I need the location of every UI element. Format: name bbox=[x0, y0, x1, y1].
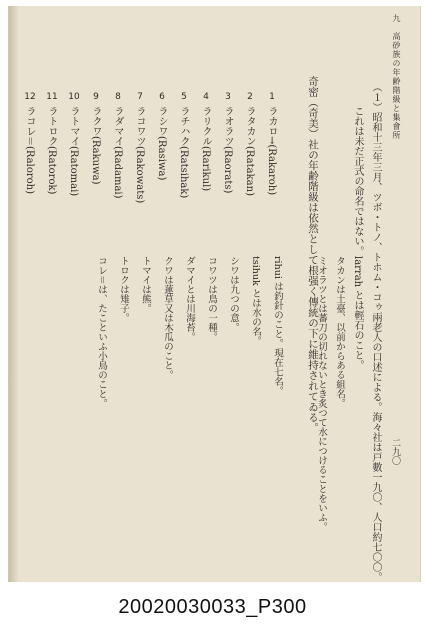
page-spine-shadow bbox=[9, 6, 19, 582]
footnote-line-2: これは未だ正式の命名ではない。larrah とは輕石のこと。 bbox=[352, 106, 363, 371]
page-number: 二九〇 bbox=[390, 438, 400, 465]
list-item bbox=[220, 92, 236, 193]
image-caption: 20020030033_P300 bbox=[118, 596, 307, 618]
item-word: ラチハク(Ratsihak) bbox=[178, 106, 189, 199]
gloss-note: tsihuk とは水の名。 bbox=[250, 256, 261, 346]
gloss-note: ミオラツとは蕃刀の切れないとき炙つて水につけることをいふ。 bbox=[316, 256, 327, 532]
footnote-line-1: （１）昭和十三年三月、ツボ・トノ、トホム・コゥ兩老人の口述による。海々社は戸數一九〇、人口約七〇〇。 bbox=[370, 82, 381, 582]
running-header: 九 高砂族の年齢階級と集會所 bbox=[392, 14, 401, 140]
list-item bbox=[242, 92, 258, 196]
list-item bbox=[44, 92, 60, 194]
book-page bbox=[8, 6, 421, 582]
item-number: 4 bbox=[203, 92, 209, 102]
item-number: 1 bbox=[269, 92, 275, 102]
list-item bbox=[176, 92, 192, 198]
gloss-note: コレ＝は、たこといふ小鳥のこと。 bbox=[96, 256, 107, 409]
item-word: ラトマイ(Ratomai) bbox=[68, 106, 79, 197]
item-number: 2 bbox=[247, 92, 253, 102]
item-number: 11 bbox=[46, 92, 58, 102]
item-number: 5 bbox=[181, 92, 187, 102]
gloss-note: トロクは雉子。 bbox=[118, 256, 129, 323]
list-item bbox=[154, 92, 170, 180]
gloss-note: ダマイとは川海苔。 bbox=[184, 256, 195, 342]
paragraph-line-1: 奇密（奇美）社の年齢階級は依然として根强く傳統の下に維持されてゐる。 bbox=[307, 76, 319, 433]
gloss-note: タカンは土臺、以前からある組名。 bbox=[334, 256, 345, 408]
list-item bbox=[22, 92, 38, 194]
item-number: 9 bbox=[93, 92, 99, 102]
item-word: ラコレ＝(Raloroh) bbox=[24, 106, 35, 194]
item-number: 8 bbox=[115, 92, 121, 102]
gloss-note: クワは蓮草又は木瓜のこと。 bbox=[162, 256, 173, 380]
list-item bbox=[132, 92, 148, 203]
item-word: ラシワ(Rasiwa) bbox=[156, 106, 167, 181]
item-number: 7 bbox=[137, 92, 143, 102]
item-word: ラカロ→(Rakaroh) bbox=[266, 106, 277, 196]
item-number: 3 bbox=[225, 92, 231, 102]
list-item bbox=[264, 92, 280, 195]
list-item bbox=[66, 92, 82, 196]
item-word: ラコワツ(Rakowats) bbox=[134, 106, 145, 204]
item-word: ラリクル(Rarikul) bbox=[200, 106, 211, 192]
item-number: 6 bbox=[159, 92, 165, 102]
item-word: ラクワ(Rakuwa) bbox=[90, 106, 101, 185]
item-word: ラタカン(Ratakan) bbox=[244, 106, 255, 196]
gloss-note: トマイは熊。 bbox=[140, 256, 151, 313]
list-item bbox=[88, 92, 104, 185]
item-word: ラトロク(Ratorok) bbox=[46, 106, 57, 195]
list-item bbox=[110, 92, 126, 199]
item-word: ラダマイ(Radamai) bbox=[112, 106, 123, 199]
gloss-note: rihui は釣針のこと。現在七名。 bbox=[272, 256, 283, 396]
list-item bbox=[198, 92, 214, 191]
item-word: ラオラツ(Raorats) bbox=[222, 106, 233, 194]
item-number: 12 bbox=[24, 92, 36, 102]
item-number: 10 bbox=[68, 92, 80, 102]
gloss-note: シワは九つの意。 bbox=[228, 256, 239, 332]
gloss-note: コワツは鳥の一種。 bbox=[206, 256, 217, 342]
